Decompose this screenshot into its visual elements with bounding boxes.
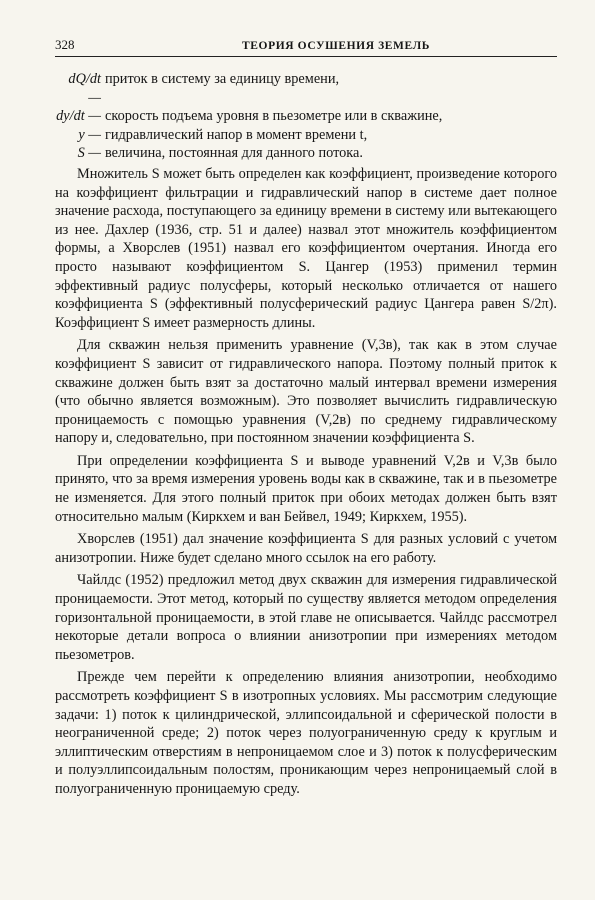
header-rule bbox=[55, 56, 557, 57]
definition-desc: скорость подъема уровня в пьезометре или в скважине, bbox=[105, 108, 443, 125]
definition-list bbox=[55, 70, 557, 163]
definition-item bbox=[55, 126, 557, 145]
paragraph-assumptions: При определении коэффициента S и выводе уравнений V,2в и V,3в было принято, что за время измерения уровень воды как в скважине, так и в пьезометре не изменяется. Для этого полный приток при обоих методах должен быть взят относительно малым (Киркхем и ван Бейвел, 1949; Киркхем, 1955). bbox=[55, 452, 557, 525]
paragraph-wells: Для скважин нельзя применить уравнение (V,3в), так как в этом случае коэффициент S зависит от гидравлического напора. Поэтому полный приток к скважине должен быть взят за достаточно малый интервал времени измерения (что обычно является возможным). Это позволяет вычислить гидравлическую проницаемость с помощью уравнения (V,2в) по среднему гидравлическому напору и, следовательно, при постоянном значении коэффициента S. bbox=[55, 337, 557, 447]
definition-desc: гидравлический напор в момент времени t, bbox=[105, 126, 368, 143]
definition-item bbox=[55, 107, 557, 126]
definition-item bbox=[55, 144, 557, 163]
page-number: 328 bbox=[55, 37, 75, 52]
definition-desc: приток в систему за единицу времени, bbox=[105, 71, 340, 87]
definition-desc: величина, постоянная для данного потока. bbox=[105, 145, 363, 162]
paragraph-childs: Чайлдс (1952) предложил метод двух скважин для измерения гидравлической проницаемости. Этот метод, который по существу является методом определения горизонтальной проницаемости, в этой главе не описывается. Чайлдс рассмотрел некоторые детали вопроса о влиянии анизотропии при измерениях методом пьезометров. bbox=[55, 572, 557, 663]
definition-term: dQ/dt — bbox=[68, 71, 101, 106]
definition-term: S — bbox=[77, 145, 101, 162]
definition-term: y — bbox=[78, 126, 101, 143]
paragraph-tasks: Прежде чем перейти к определению влияния анизотропии, необходимо рассмотреть коэффициент S в изотропных условиях. Мы рассмотрим следующие задачи: 1) поток к цилиндрической, эллипсоидальной и сферической полости в неограниченной среде; 2) поток через полуограниченную среду к круглым и эллиптическим отверстиям в непроницаемом слое и 3) поток к полусферическим и полуэллипсоидальным полостям, проникающим через непроницаемый слой в полуограниченную проницаемую среду. bbox=[55, 669, 557, 797]
definition-term: dy/dt — bbox=[56, 108, 101, 125]
running-title: ТЕОРИЯ ОСУШЕНИЯ ЗЕМЕЛЬ bbox=[242, 40, 430, 52]
page-body bbox=[55, 70, 557, 803]
page-header bbox=[55, 37, 557, 53]
definition-item bbox=[55, 70, 557, 107]
paragraph-shape-factor: Множитель S может быть определен как коэффициент, произведение которого на коэффициент фильтрации и гидравлический напор в системе дает полное значение расхода, поступающего за единицу времени в систему или вытекающего из нее. Дахлер (1936, стр. 51 и далее) назвал этот множитель коэффициентом формы, а Хворслев (1951) назвал его коэффициентом очертания. Иногда его просто называют коэффициентом S. Цангер (1953) применил термин эффективный радиус полусферы, который несколько отличается от нашего коэффициента S (эффективный полусферический радиус Цангера равен S/2π). Коэффициент S имеет размерность длины. bbox=[55, 165, 557, 331]
paragraph-hvorslev: Хворслев (1951) дал значение коэффициента S для разных условий с учетом анизотропии. Ниже будет сделано много ссылок на его работу. bbox=[55, 531, 557, 566]
